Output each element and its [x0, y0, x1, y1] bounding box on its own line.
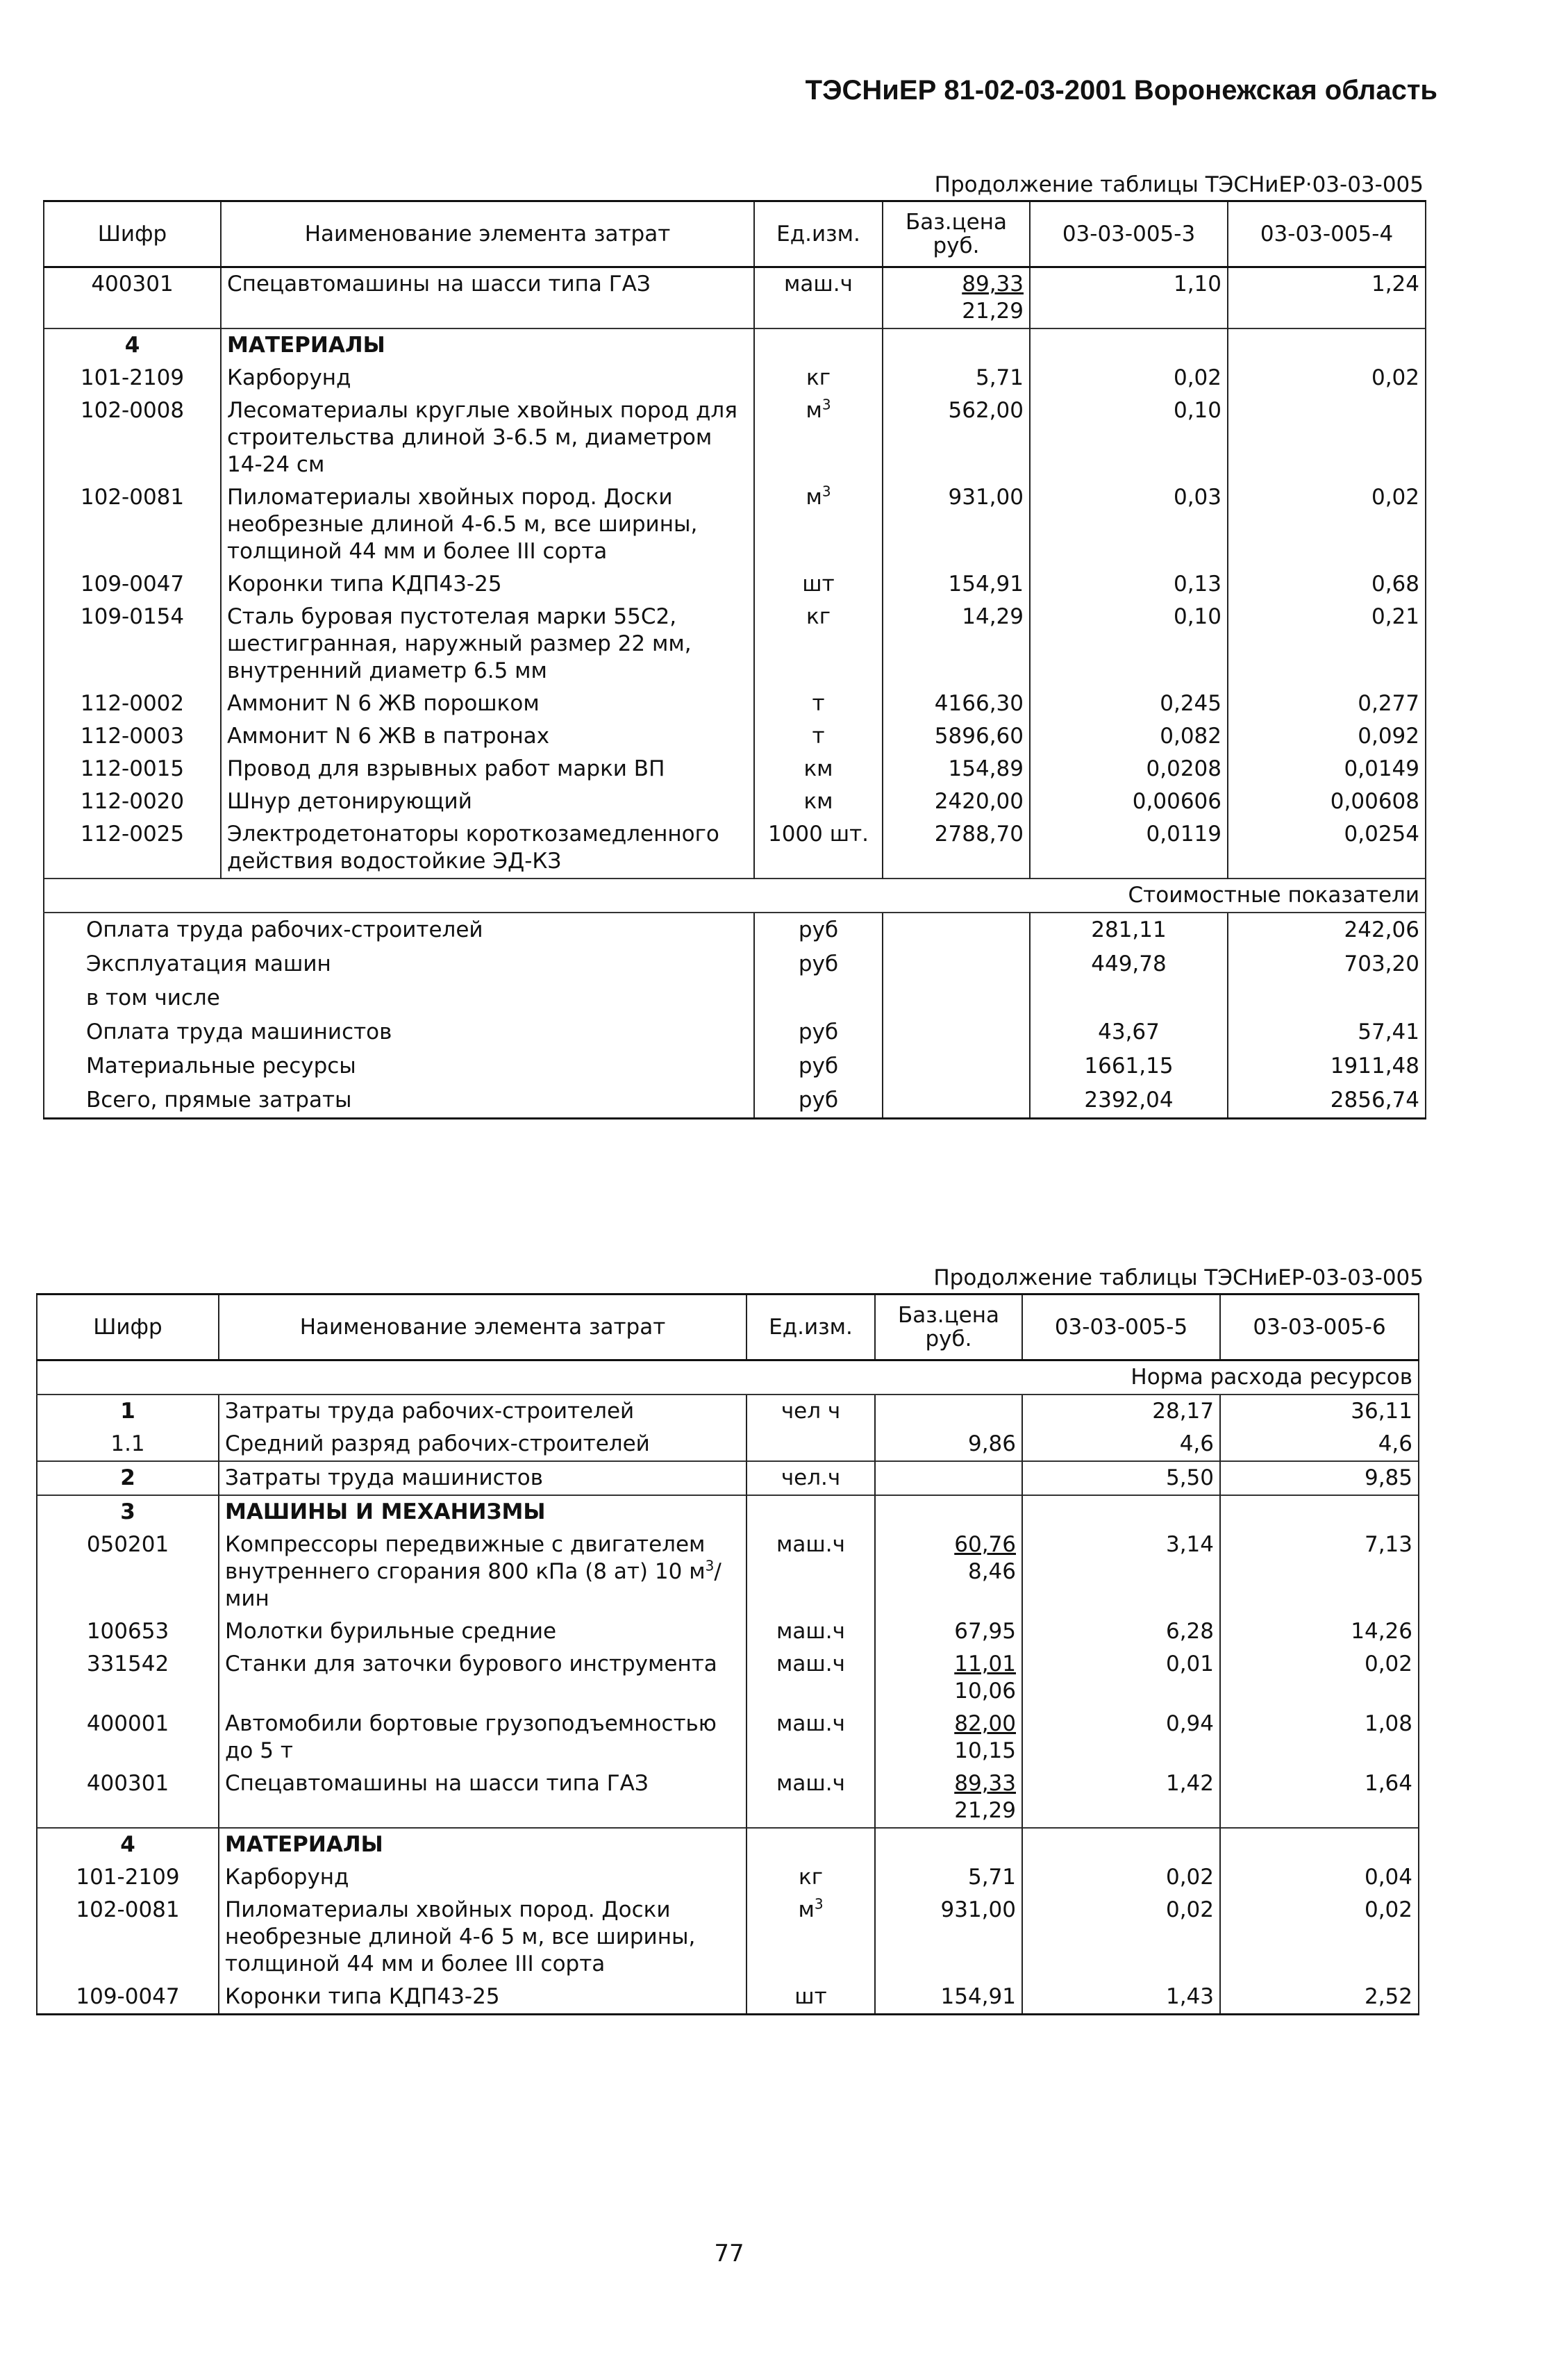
- section-row: [37, 1828, 1419, 1861]
- table-row: [37, 1981, 1419, 2015]
- resource-name: Карборунд: [221, 362, 754, 394]
- base-price-wage: 21,29: [962, 299, 1024, 324]
- norm-value-a: 0,03: [1030, 481, 1228, 568]
- base-price-cell: [875, 1708, 1022, 1767]
- unit-cell: маш.ч: [747, 1708, 875, 1767]
- base-price-cell: [883, 785, 1030, 818]
- resource-name: МАТЕРИАЛЫ: [221, 328, 754, 362]
- resource-code: 102-0081: [44, 481, 221, 568]
- empty-cell: [1022, 1495, 1220, 1529]
- unit-cell: кг: [754, 601, 883, 688]
- unit-cell: $м^3$: [754, 481, 883, 568]
- table-row: [44, 688, 1426, 720]
- resource-code: 4: [37, 1828, 219, 1861]
- table-row: [37, 1894, 1419, 1981]
- column-header: 03-03-005-4: [1228, 201, 1426, 267]
- base-price-cell: [883, 720, 1030, 753]
- resource-name: МАШИНЫ И МЕХАНИЗМЫ: [219, 1495, 747, 1529]
- table-header-row: [44, 201, 1426, 267]
- norm-value-a: 0,02: [1030, 362, 1228, 394]
- base-price-cell: [883, 267, 1030, 329]
- resource-name: Пиломатериалы хвойных пород. Доски необрезные длиной 4-6.5 м, все ширины, толщиной 44 мм и более III сорта: [221, 481, 754, 568]
- empty-cell: [875, 1828, 1022, 1861]
- cost-indicator-value-a: 281,11: [1030, 913, 1228, 947]
- table-row: [37, 1648, 1419, 1708]
- norm-value-b: 0,092: [1228, 720, 1426, 753]
- table-row: [44, 267, 1426, 329]
- unit-cell: шт: [747, 1981, 875, 2015]
- cost-indicators-title: Стоимостные показатели: [44, 879, 1426, 913]
- norm-value-b: 14,26: [1220, 1615, 1419, 1648]
- base-price: 2420,00: [934, 789, 1024, 814]
- empty-cell: [1030, 328, 1228, 362]
- norm-value-a: 0,01: [1022, 1648, 1220, 1708]
- resource-code: 102-0008: [44, 394, 221, 481]
- resource-name: Затраты труда рабочих-строителей: [219, 1395, 747, 1428]
- norm-value-a: 0,00606: [1030, 785, 1228, 818]
- base-price-wage: 10,15: [954, 1738, 1016, 1763]
- table-row: [37, 1428, 1419, 1461]
- cost-indicator-value-a: 2392,04: [1030, 1083, 1228, 1119]
- unit-cell: 1000 шт.: [754, 818, 883, 879]
- resource-name: Пиломатериалы хвойных пород. Доски необрезные длиной 4-6 5 м, все ширины, толщиной 44 мм и более III сорта: [219, 1894, 747, 1981]
- empty-cell: [754, 328, 883, 362]
- norm-value-a: 0,94: [1022, 1708, 1220, 1767]
- base-price: 14,29: [962, 604, 1024, 629]
- table-row: [37, 1529, 1419, 1615]
- empty-cell: [1220, 1828, 1419, 1861]
- cost-indicator-unit: руб: [754, 947, 883, 981]
- cost-indicator-value-b: 703,20: [1228, 947, 1426, 981]
- norm-title: Норма расхода ресурсов: [37, 1360, 1419, 1395]
- empty-cell: [883, 1015, 1030, 1049]
- base-price-cell: [875, 1767, 1022, 1828]
- base-price: 82,00: [954, 1711, 1016, 1736]
- cost-indicator-label: Оплата труда машинистов: [44, 1015, 754, 1049]
- resource-name: Аммонит N 6 ЖВ в патронах: [221, 720, 754, 753]
- empty-cell: [883, 981, 1030, 1015]
- resource-code: 102-0081: [37, 1894, 219, 1981]
- unit-cell: т: [754, 720, 883, 753]
- norm-value-a: 28,17: [1022, 1395, 1220, 1428]
- table-row: [37, 1767, 1419, 1828]
- base-price-cell: [883, 688, 1030, 720]
- empty-cell: [747, 1828, 875, 1861]
- cost-indicator-row: [44, 981, 1426, 1015]
- base-price-wage: 21,29: [954, 1798, 1016, 1823]
- column-header: Наименование элемента затрат: [221, 201, 754, 267]
- column-header: 03-03-005-5: [1022, 1295, 1220, 1360]
- norm-value-b: 0,00608: [1228, 785, 1426, 818]
- base-price-wage: 8,46: [967, 1559, 1016, 1584]
- resource-name: Коронки типа КДП43-25: [221, 568, 754, 601]
- resource-name: Автомобили бортовые грузоподъемностью до 5 т: [219, 1708, 747, 1767]
- resource-code: 112-0002: [44, 688, 221, 720]
- resource-code: 3: [37, 1495, 219, 1529]
- norm-value-b: 2,52: [1220, 1981, 1419, 2015]
- base-price-cell: [883, 394, 1030, 481]
- cost-indicator-value-b: 242,06: [1228, 913, 1426, 947]
- base-price: 154,89: [948, 756, 1024, 781]
- resource-code: 1: [37, 1395, 219, 1428]
- norm-value-b: 7,13: [1220, 1529, 1419, 1615]
- cost-indicator-label: Материальные ресурсы: [44, 1049, 754, 1083]
- base-price-cell: [875, 1428, 1022, 1461]
- norm-value-b: 4,6: [1220, 1428, 1419, 1461]
- unit-cell: маш.ч: [747, 1767, 875, 1828]
- norm-value-b: [1228, 394, 1426, 481]
- empty-cell: [1220, 1495, 1419, 1529]
- unit-cell: шт: [754, 568, 883, 601]
- norm-value-a: 4,6: [1022, 1428, 1220, 1461]
- unit-cell: $м^3$: [754, 394, 883, 481]
- table-row: [37, 1461, 1419, 1495]
- norm-value-a: 5,50: [1022, 1461, 1220, 1495]
- cost-indicator-value-b: 57,41: [1228, 1015, 1426, 1049]
- base-price-cell: [883, 818, 1030, 879]
- cost-indicator-row: [44, 913, 1426, 947]
- cost-indicator-value-b: 1911,48: [1228, 1049, 1426, 1083]
- unit-cell: км: [754, 785, 883, 818]
- unit-cell: кг: [747, 1861, 875, 1894]
- empty-cell: [875, 1495, 1022, 1529]
- table-row: [44, 785, 1426, 818]
- cost-indicators-title-row: [44, 879, 1426, 913]
- resource-name: Спецавтомашины на шасси типа ГАЗ: [219, 1767, 747, 1828]
- base-price: 89,33: [962, 272, 1024, 297]
- base-price-cell: [875, 1648, 1022, 1708]
- base-price: 154,91: [940, 1984, 1016, 2009]
- norm-value-a: 0,0208: [1030, 753, 1228, 785]
- table-row: [37, 1395, 1419, 1428]
- empty-cell: [747, 1495, 875, 1529]
- base-price-cell: [883, 362, 1030, 394]
- base-price: 11,01: [954, 1651, 1016, 1676]
- resource-name: Компрессоры передвижные с двигателем внутреннего сгорания 800 кПа (8 ат) 10 $м^3$/мин: [219, 1529, 747, 1615]
- unit-cell: чел.ч: [747, 1461, 875, 1495]
- resource-code: 112-0003: [44, 720, 221, 753]
- column-header: Баз.цена руб.: [875, 1295, 1022, 1360]
- cost-indicator-unit: руб: [754, 1083, 883, 1119]
- resource-code: 112-0025: [44, 818, 221, 879]
- resource-name: Карборунд: [219, 1861, 747, 1894]
- base-price-cell: [875, 1529, 1022, 1615]
- unit-cell: маш.ч: [754, 267, 883, 329]
- resource-code: 4: [44, 328, 221, 362]
- resource-code: 109-0047: [37, 1981, 219, 2015]
- table-row: [44, 481, 1426, 568]
- resource-code: 2: [37, 1461, 219, 1495]
- table-row: [44, 394, 1426, 481]
- column-header: 03-03-005-6: [1220, 1295, 1419, 1360]
- table-header-row: [37, 1295, 1419, 1360]
- base-price: 9,86: [967, 1431, 1016, 1456]
- resource-code: 331542: [37, 1648, 219, 1708]
- norm-value-a: 0,10: [1030, 601, 1228, 688]
- resource-code: 109-0047: [44, 568, 221, 601]
- resource-code: 109-0154: [44, 601, 221, 688]
- base-price-cell: [883, 568, 1030, 601]
- table-row: [37, 1615, 1419, 1648]
- resource-name: Средний разряд рабочих-строителей: [219, 1428, 747, 1461]
- base-price: 60,76: [954, 1532, 1016, 1557]
- resource-code: 112-0020: [44, 785, 221, 818]
- cost-indicator-row: [44, 1083, 1426, 1119]
- cost-indicator-row: [44, 1015, 1426, 1049]
- cost-indicator-row: [44, 1049, 1426, 1083]
- norm-value-b: 36,11: [1220, 1395, 1419, 1428]
- table2-caption: Продолжение таблицы ТЭСНиЕР-03-03-005: [933, 1265, 1424, 1290]
- resource-name: Аммонит N 6 ЖВ порошком: [221, 688, 754, 720]
- unit-cell: маш.ч: [747, 1529, 875, 1615]
- table1-caption: Продолжение таблицы ТЭСНиЕР·03-03-005: [934, 172, 1424, 197]
- base-price: 5896,60: [934, 724, 1024, 749]
- resource-name: Сталь буровая пустотелая марки 55С2, шестигранная, наружный размер 22 мм, внутренний диаметр 6.5 мм: [221, 601, 754, 688]
- table-row: [44, 818, 1426, 879]
- page-number: 77: [714, 2240, 744, 2267]
- empty-cell: [1228, 328, 1426, 362]
- base-price-cell: [875, 1461, 1022, 1495]
- base-price-cell: [875, 1894, 1022, 1981]
- resource-code: 400301: [44, 267, 221, 329]
- resource-name: Затраты труда машинистов: [219, 1461, 747, 1495]
- base-price-wage: 10,06: [954, 1679, 1016, 1704]
- unit-cell: маш.ч: [747, 1648, 875, 1708]
- resource-code: 1.1: [37, 1428, 219, 1461]
- norm-value-b: 0,02: [1220, 1648, 1419, 1708]
- resource-code: 400301: [37, 1767, 219, 1828]
- resource-table-2: [36, 1293, 1419, 2015]
- norm-value-b: 9,85: [1220, 1461, 1419, 1495]
- norm-value-b: 0,02: [1228, 481, 1426, 568]
- cost-indicator-label: в том числе: [44, 981, 754, 1015]
- norm-value-b: 0,04: [1220, 1861, 1419, 1894]
- base-price: 5,71: [967, 1865, 1016, 1890]
- table-row: [44, 362, 1426, 394]
- norm-title-row: [37, 1360, 1419, 1395]
- table-row: [44, 601, 1426, 688]
- norm-value-b: 0,02: [1220, 1894, 1419, 1981]
- resource-name: Лесоматериалы круглые хвойных пород для строительства длиной 3-6.5 м, диаметром 14-24 см: [221, 394, 754, 481]
- column-header: Ед.изм.: [754, 201, 883, 267]
- resource-name: Станки для заточки бурового инструмента: [219, 1648, 747, 1708]
- section-row: [44, 328, 1426, 362]
- resource-code: 101-2109: [44, 362, 221, 394]
- empty-cell: [883, 328, 1030, 362]
- cost-indicator-value-b: 2856,74: [1228, 1083, 1426, 1119]
- table-row: [44, 720, 1426, 753]
- norm-value-b: 1,08: [1220, 1708, 1419, 1767]
- norm-value-a: 0,02: [1022, 1861, 1220, 1894]
- resource-name: Спецавтомашины на шасси типа ГАЗ: [221, 267, 754, 329]
- norm-value-a: 0,082: [1030, 720, 1228, 753]
- base-price: 89,33: [954, 1771, 1016, 1796]
- document-header: ТЭСНиЕР 81-02-03-2001 Воронежская область: [805, 75, 1437, 106]
- resource-code: 101-2109: [37, 1861, 219, 1894]
- cost-indicator-value-a: 1661,15: [1030, 1049, 1228, 1083]
- unit-cell: маш.ч: [747, 1615, 875, 1648]
- resource-code: 100653: [37, 1615, 219, 1648]
- cost-indicator-value-a: [1030, 981, 1228, 1015]
- base-price: 5,71: [975, 365, 1024, 390]
- base-price: 931,00: [948, 485, 1024, 510]
- norm-value-a: 1,43: [1022, 1981, 1220, 2015]
- norm-value-b: 0,21: [1228, 601, 1426, 688]
- cost-indicator-unit: руб: [754, 1049, 883, 1083]
- resource-name: Электродетонаторы короткозамедленного действия водостойкие ЭД-КЗ: [221, 818, 754, 879]
- cost-indicator-row: [44, 947, 1426, 981]
- cost-indicator-label: Эксплуатация машин: [44, 947, 754, 981]
- empty-cell: [1022, 1828, 1220, 1861]
- base-price-cell: [875, 1615, 1022, 1648]
- norm-value-b: 0,68: [1228, 568, 1426, 601]
- norm-value-a: 6,28: [1022, 1615, 1220, 1648]
- norm-value-a: 1,10: [1030, 267, 1228, 329]
- norm-value-b: 1,64: [1220, 1767, 1419, 1828]
- unit-cell: [747, 1428, 875, 1461]
- norm-value-a: 0,02: [1022, 1894, 1220, 1981]
- cost-indicator-label: Оплата труда рабочих-строителей: [44, 913, 754, 947]
- resource-name: Молотки бурильные средние: [219, 1615, 747, 1648]
- unit-cell: чел ч: [747, 1395, 875, 1428]
- norm-value-a: 3,14: [1022, 1529, 1220, 1615]
- cost-indicator-unit: руб: [754, 1015, 883, 1049]
- unit-cell: $м^3$: [747, 1894, 875, 1981]
- base-price: 931,00: [940, 1897, 1016, 1922]
- norm-value-b: 0,0254: [1228, 818, 1426, 879]
- base-price-cell: [875, 1981, 1022, 2015]
- base-price-cell: [875, 1861, 1022, 1894]
- resource-name: Провод для взрывных работ марки ВП: [221, 753, 754, 785]
- cost-indicator-value-a: 449,78: [1030, 947, 1228, 981]
- column-header: Ед.изм.: [747, 1295, 875, 1360]
- column-header: Баз.цена руб.: [883, 201, 1030, 267]
- norm-value-b: 0,0149: [1228, 753, 1426, 785]
- base-price: 154,91: [948, 572, 1024, 597]
- base-price-cell: [883, 753, 1030, 785]
- column-header: 03-03-005-3: [1030, 201, 1228, 267]
- norm-value-a: 0,245: [1030, 688, 1228, 720]
- empty-cell: [883, 1049, 1030, 1083]
- norm-value-a: 1,42: [1022, 1767, 1220, 1828]
- cost-indicator-value-a: 43,67: [1030, 1015, 1228, 1049]
- resource-name: Коронки типа КДП43-25: [219, 1981, 747, 2015]
- base-price-cell: [883, 481, 1030, 568]
- base-price-cell: [875, 1395, 1022, 1428]
- resource-code: 050201: [37, 1529, 219, 1615]
- column-header: Шифр: [44, 201, 221, 267]
- table-row: [44, 753, 1426, 785]
- cost-indicator-unit: руб: [754, 913, 883, 947]
- norm-value-b: 1,24: [1228, 267, 1426, 329]
- column-header: Шифр: [37, 1295, 219, 1360]
- norm-value-b: 0,277: [1228, 688, 1426, 720]
- norm-value-a: 0,0119: [1030, 818, 1228, 879]
- table-row: [37, 1708, 1419, 1767]
- cost-indicator-label: Всего, прямые затраты: [44, 1083, 754, 1119]
- empty-cell: [883, 947, 1030, 981]
- resource-code: 112-0015: [44, 753, 221, 785]
- unit-cell: т: [754, 688, 883, 720]
- base-price: 4166,30: [934, 691, 1024, 716]
- section-row: [37, 1495, 1419, 1529]
- base-price: 2788,70: [934, 822, 1024, 847]
- cost-indicator-unit: [754, 981, 883, 1015]
- table-row: [44, 568, 1426, 601]
- base-price: 562,00: [948, 398, 1024, 423]
- column-header: Наименование элемента затрат: [219, 1295, 747, 1360]
- norm-value-b: 0,02: [1228, 362, 1426, 394]
- unit-cell: кг: [754, 362, 883, 394]
- cost-indicator-value-b: [1228, 981, 1426, 1015]
- resource-table-1: [43, 200, 1426, 1119]
- norm-value-a: 0,10: [1030, 394, 1228, 481]
- empty-cell: [883, 1083, 1030, 1119]
- resource-name: МАТЕРИАЛЫ: [219, 1828, 747, 1861]
- base-price-cell: [883, 601, 1030, 688]
- base-price: 67,95: [954, 1619, 1016, 1644]
- resource-code: 400001: [37, 1708, 219, 1767]
- resource-name: Шнур детонирующий: [221, 785, 754, 818]
- table-row: [37, 1861, 1419, 1894]
- norm-value-a: 0,13: [1030, 568, 1228, 601]
- empty-cell: [883, 913, 1030, 947]
- unit-cell: км: [754, 753, 883, 785]
